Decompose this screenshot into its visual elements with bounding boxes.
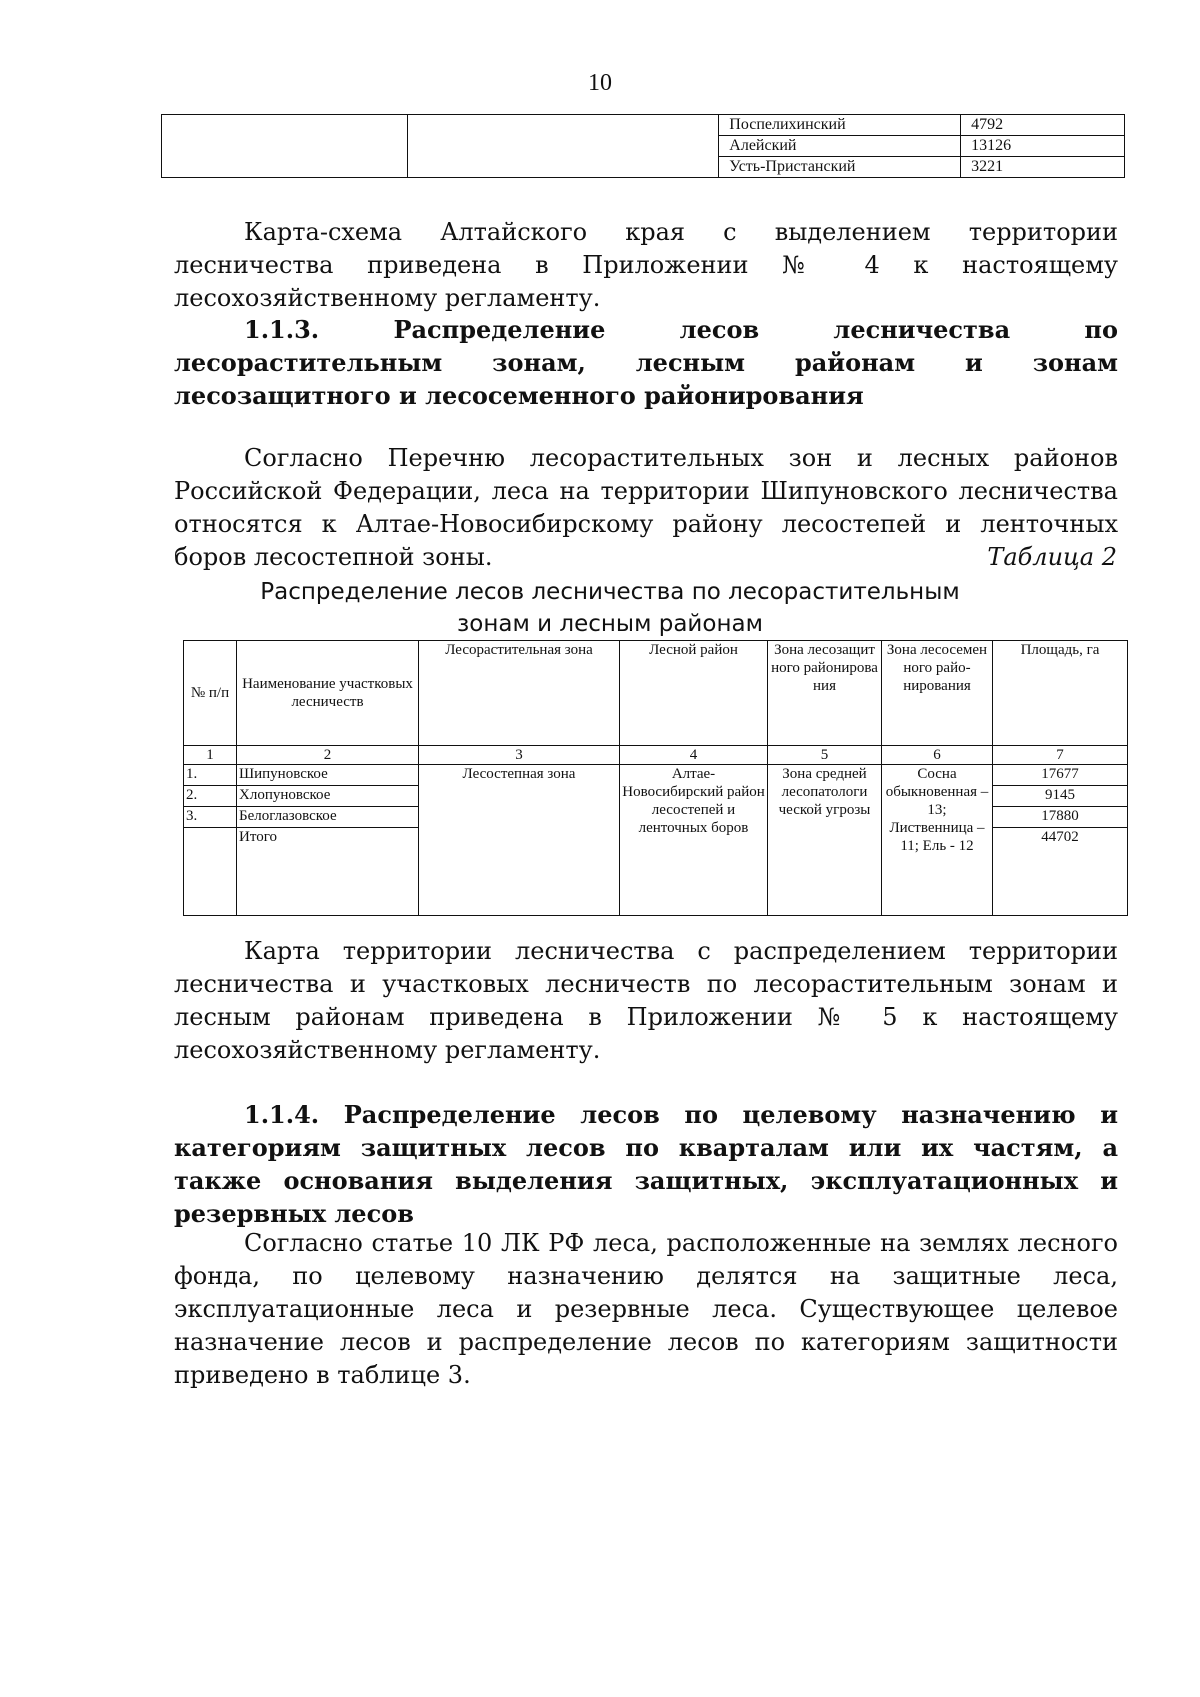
section-heading-1-1-4: 1.1.4. Распределение лесов по целевому назначению и категориям защитных лесов по кварталам или их частям, а также основания выделения защитных, эксплуатационных и резервных лесов — [174, 1100, 1118, 1228]
column-number-row — [184, 746, 1128, 765]
column-number: 2 — [237, 746, 419, 765]
paragraph-map-scheme: Карта-схема Алтайского края с выделением территории лесничества приведена в Приложении № 4 к настоящему лесохозяйственному регламенту. — [174, 218, 1118, 312]
row-area: 9145 — [993, 786, 1128, 807]
row-num: 3. — [184, 807, 237, 828]
header-name: Наименование участковых лесничеств — [237, 641, 419, 746]
header-area: Площадь, га — [993, 641, 1128, 746]
district-name-cell: Усть-Пристанский — [719, 157, 961, 178]
header-num: № п/п — [184, 641, 237, 746]
header-district: Лесной район — [620, 641, 768, 746]
table-caption: Распределение лесов лесничества по лесорастительным зонам и лесным районам — [260, 579, 960, 637]
protect-zone-cell: Зона средней лесопатологи ческой угрозы — [768, 765, 882, 916]
paragraph-zones: Согласно Перечню лесорастительных зон и лесных районов Российской Федерации, леса на территории Шипуновского лесничества относятся к Алтае-Новосибирскому району лесостепей и ленточных боров лесостепной зоны. — [174, 444, 1118, 571]
row-num: 2. — [184, 786, 237, 807]
continued-table — [161, 114, 1125, 178]
district-value-cell: 13126 — [961, 136, 1125, 157]
row-name: Хлопуновское — [237, 786, 419, 807]
row-area: 44702 — [993, 828, 1128, 916]
section-heading-1-1-3: 1.1.3. Распределение лесов лесничества по лесорастительным зонам, лесным районам и зонам лесозащитного и лесосеменного районирования — [174, 315, 1118, 410]
district-value-cell: 4792 — [961, 115, 1125, 136]
district-name-cell: Алейский — [719, 136, 961, 157]
row-num — [184, 828, 237, 916]
row-area: 17880 — [993, 807, 1128, 828]
paragraph-territory-map: Карта территории лесничества с распределением территории лесничества и участковых лесничеств по лесорастительным зонам и лесным районам приведена в Приложении № 5 к настоящему лесохозяйственному регламенту. — [174, 937, 1118, 1064]
column-number: 7 — [993, 746, 1128, 765]
zone-cell: Лесостепная зона — [419, 765, 620, 916]
table-row — [184, 765, 1128, 786]
table-label: Таблица 2 — [987, 543, 1117, 571]
header-seed-zone: Зона лесосемен ного райо-нирования — [882, 641, 993, 746]
row-area: 17677 — [993, 765, 1128, 786]
column-number: 1 — [184, 746, 237, 765]
row-num: 1. — [184, 765, 237, 786]
seed-zone-cell: Сосна обыкновенная – 13; Лиственница – 11; Ель - 12 — [882, 765, 993, 916]
table-header-row — [184, 641, 1128, 746]
paragraph-article-10: Согласно статье 10 ЛК РФ леса, расположенные на землях лесного фонда, по целевому назначению делятся на защитные леса, эксплуатационные леса и резервные леса. Существующее целевое назначение лесов и распределение лесов по категориям защитности приведено в таблице 3. — [174, 1229, 1118, 1389]
header-protect-zone: Зона лесозащит ного районирова ния — [768, 641, 882, 746]
row-name: Шипуновское — [237, 765, 419, 786]
column-number: 6 — [882, 746, 993, 765]
table-row — [162, 115, 1125, 136]
page-number: 10 — [588, 70, 612, 96]
forest-distribution-table — [183, 640, 1128, 916]
district-value-cell: 3221 — [961, 157, 1125, 178]
column-number: 3 — [419, 746, 620, 765]
empty-cell — [162, 115, 408, 178]
district-cell: Алтае-Новосибирский район лесостепей и ленточных боров — [620, 765, 768, 916]
header-zone: Лесорастительная зона — [419, 641, 620, 746]
column-number: 4 — [620, 746, 768, 765]
district-name-cell: Поспелихинский — [719, 115, 961, 136]
column-number: 5 — [768, 746, 882, 765]
row-name: Белоглазовское — [237, 807, 419, 828]
empty-cell — [407, 115, 719, 178]
row-name: Итого — [237, 828, 419, 916]
